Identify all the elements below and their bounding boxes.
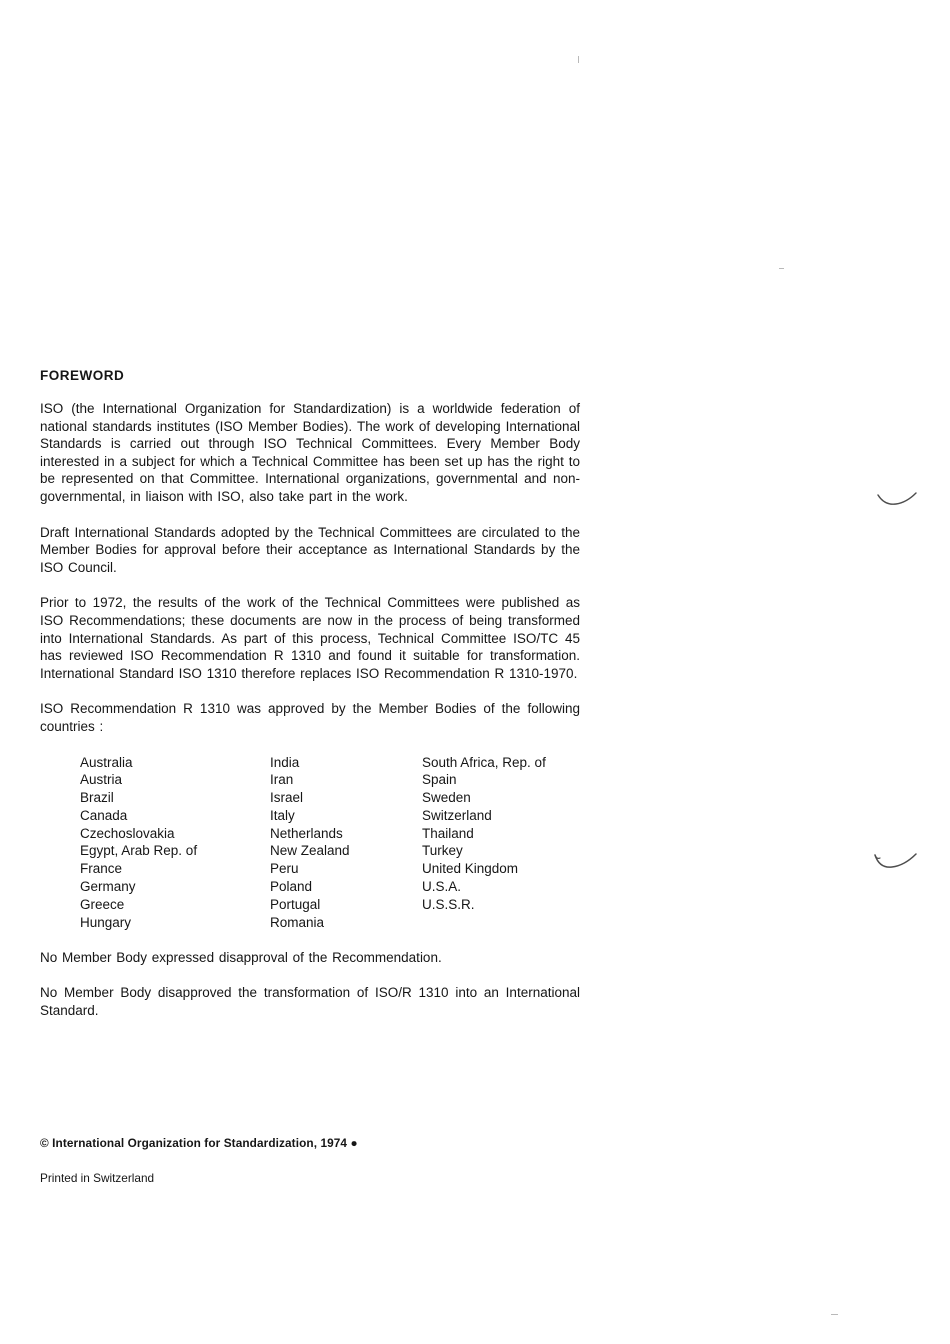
country-item: U.S.A.: [422, 879, 462, 895]
country-item: Iran: [270, 772, 294, 788]
country-item: Egypt, Arab Rep. of: [80, 843, 198, 859]
country-item: Greece: [80, 896, 125, 912]
country-item: Spain: [422, 772, 457, 788]
country-item: Romania: [270, 914, 325, 930]
country-column-1: [80, 754, 270, 932]
scan-pen-mark: [872, 851, 918, 871]
country-item: Sweden: [422, 790, 471, 806]
country-item: Austria: [80, 772, 123, 788]
printed-in-line: Printed in Switzerland: [40, 1171, 155, 1185]
country-item: Israel: [270, 790, 304, 806]
document-body: [40, 368, 580, 1036]
country-column-2: [270, 754, 422, 932]
scan-speck: [831, 1314, 838, 1315]
country-item: Australia: [80, 754, 133, 770]
country-item: Czechoslovakia: [80, 825, 175, 841]
paragraph-no-disapproval-transformation: No Member Body disapproved the transformation of ISO/R 1310 into an International Standard.: [40, 985, 580, 1018]
paragraph-approval-intro: ISO Recommendation R 1310 was approved by the Member Bodies of the following countries :: [40, 701, 580, 734]
country-item: Netherlands: [270, 825, 343, 841]
scan-speck: [578, 56, 579, 63]
scan-pen-mark: [876, 490, 918, 508]
copyright-line: © International Organization for Standardization, 1974 ●: [40, 1136, 358, 1150]
country-item: Italy: [270, 807, 295, 823]
country-list: [80, 752, 580, 932]
country-item: Thailand: [422, 825, 474, 841]
country-item: Switzerland: [422, 807, 492, 823]
country-column-3: [422, 754, 580, 932]
country-item: India: [270, 754, 300, 770]
country-item: Canada: [80, 807, 128, 823]
country-item: France: [80, 861, 123, 877]
paragraph-prior-1972: Prior to 1972, the results of the work of the Technical Committees were published as ISO Recommendations; these documents are now in the process of being transformed into International Standards. As part of this process, Technical Committee ISO/TC 45 has reviewed ISO Recommendation R 1310 and found it suitable for transformation. International Standard ISO 1310 therefore replaces ISO Recommendation R 1310-1970.: [40, 595, 580, 681]
country-item: Hungary: [80, 914, 132, 930]
country-item: Poland: [270, 879, 313, 895]
country-item: Brazil: [80, 790, 114, 806]
foreword-heading: FOREWORD: [40, 368, 125, 383]
country-item: Portugal: [270, 896, 321, 912]
country-item: New Zealand: [270, 843, 350, 859]
country-item: Peru: [270, 861, 299, 877]
paragraph-iso-description: ISO (the International Organization for Standardization) is a worldwide federation of national standards institutes (ISO Member Bodies). The work of developing International Standards is carried out through ISO Technical Committees. Every Member Body interested in a subject for which a Technical Committee has been set up has the right to be represented on that Committee. International organizations, governmental and non-governmental, in liaison with ISO, also take part in the work.: [40, 401, 580, 504]
country-item: South Africa, Rep. of: [422, 754, 546, 770]
country-item: Germany: [80, 879, 136, 895]
paragraph-no-disapproval: No Member Body expressed disapproval of the Recommendation.: [40, 950, 442, 966]
country-item: U.S.S.R.: [422, 896, 475, 912]
scan-speck: [779, 268, 784, 269]
paragraph-draft-standards: Draft International Standards adopted by the Technical Committees are circulated to the Member Bodies for approval before their acceptance as International Standards by the ISO Council.: [40, 524, 580, 575]
country-item: Turkey: [422, 843, 463, 859]
country-item: United Kingdom: [422, 861, 519, 877]
